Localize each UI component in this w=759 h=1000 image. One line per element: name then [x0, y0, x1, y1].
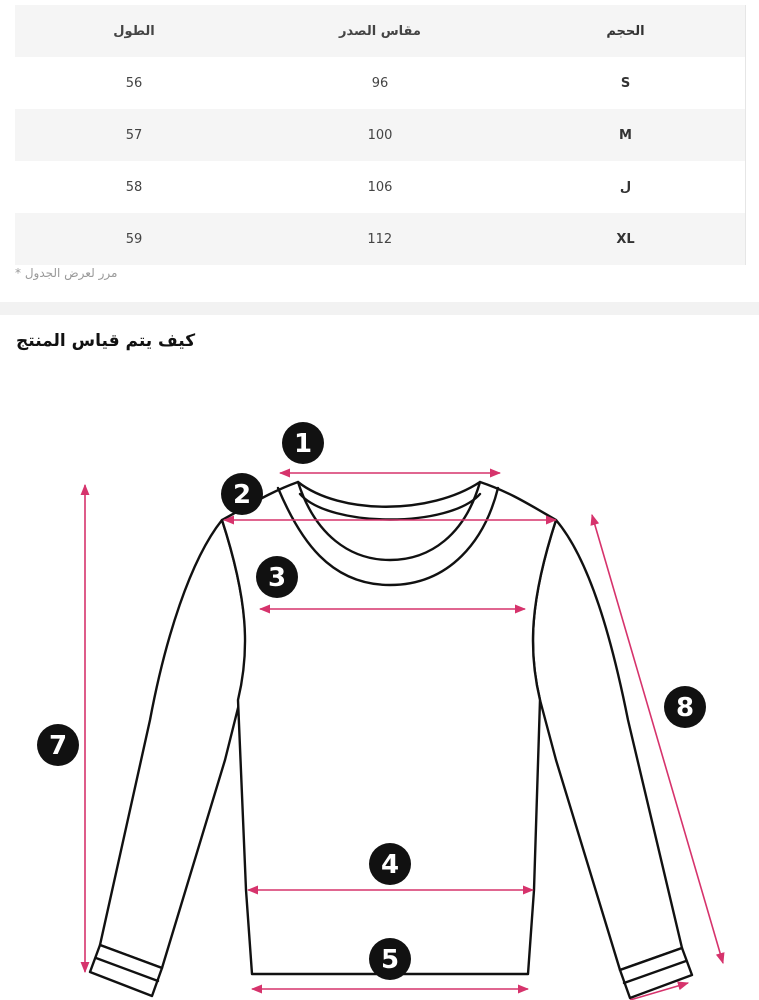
section-title: كيف يتم قياس المنتج	[16, 331, 196, 351]
marker-3	[256, 556, 298, 598]
marker-2	[221, 473, 263, 515]
cell-size: M	[507, 109, 746, 161]
section-divider	[0, 302, 759, 315]
marker-7	[37, 724, 79, 766]
marker-2-label: 2	[232, 480, 252, 510]
cell-size: XL	[507, 213, 746, 265]
table-row	[15, 213, 745, 265]
size-table-header	[15, 5, 745, 57]
scroll-note: مرر لعرض الجدول *	[15, 266, 118, 280]
marker-4	[369, 843, 411, 885]
left-sleeve	[100, 520, 246, 968]
marker-8	[664, 686, 706, 728]
table-row	[15, 161, 745, 213]
marker-5	[369, 938, 411, 980]
cell-length: 58	[125, 179, 143, 195]
cell-chest: 96	[371, 75, 389, 91]
sweater-measurement-diagram	[0, 380, 759, 1000]
marker-4-label: 4	[380, 850, 400, 880]
marker-1-label: 1	[293, 429, 313, 459]
table-row	[15, 109, 745, 161]
header-size: الحجم	[507, 5, 746, 57]
cell-size: S	[507, 57, 746, 109]
marker-8-label: 8	[675, 693, 695, 723]
cell-length: 59	[125, 231, 143, 247]
cell-chest: 112	[367, 231, 393, 247]
marker-3-label: 3	[267, 563, 287, 593]
cell-chest: 106	[367, 179, 393, 195]
table-row	[15, 57, 745, 109]
marker-5-label: 5	[380, 945, 400, 975]
header-chest: مقاس الصدر	[339, 23, 421, 39]
marker-7-label: 7	[48, 731, 68, 761]
cell-chest: 100	[367, 127, 393, 143]
size-table	[15, 5, 746, 265]
sweater-body	[222, 482, 556, 974]
cell-length: 56	[125, 75, 143, 91]
sweater-icon	[90, 482, 695, 998]
cell-size: ل	[507, 161, 746, 213]
marker-1	[282, 422, 324, 464]
header-length: الطول	[113, 23, 155, 39]
cell-length: 57	[125, 127, 143, 143]
